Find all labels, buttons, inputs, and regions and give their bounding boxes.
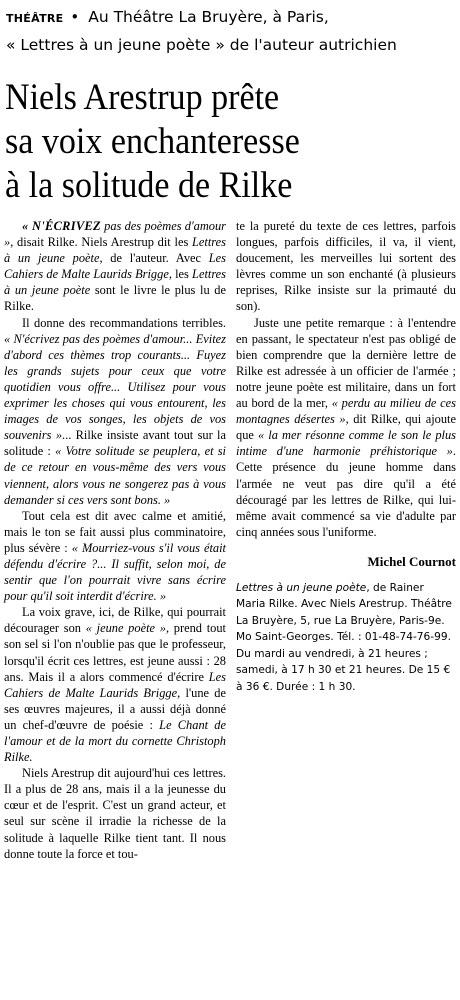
paragraph-3: Tout cela est dit avec calme et amitié, mais le ton se fait aussi plus comminatoire, plus sévère : « Mourriez-vous s'il vous était défendu d'écrire ?... Il suffit, selon moi, de sentir que l'on pourrait vivre sans écrire pour qu'il soit interdit d'écrire. »: [4, 508, 226, 604]
paragraph-2: Il donne des recommandations terribles. « N'écrivez pas des poèmes d'amour... Evitez d'abord ces thèmes trop courants... Fuyez les grands sujets pour ceux que votre quotidien vous offre... Utilisez pour vous exprimer les choses qui vous entourent, les images de vos songes, les objets de vos souvenirs »... Rilke insiste avant tout sur la solitude : « Votre solitude se peuplera, et si de ce retour en vous-même des vers vous viennent, alors vous ne songerez pas à vous demander si ces vers sont bons. »: [4, 315, 226, 507]
kicker-line-1: [6, 4, 456, 32]
show-info-box: [236, 580, 456, 696]
paragraph-4: La voix grave, ici, de Rilke, qui pourrait décourager son « jeune poète », prend tout son sel si l'on n'oublie pas que le professeur, lorsqu'il écrit ces lettres, est jeune aussi : 28 ans. Mais il a alors commencé d'écrire Les Cahiers de Malte Laurids Brigge, l'une de ses œuvres majeures, il a aussi déjà donné un chef-d'œuvre de poésie : Le Chant de l'amour et de la mort du cornette Christoph Rilke.: [4, 605, 227, 765]
show-title: Lettres à un jeune poète: [236, 581, 367, 594]
paragraph-1: « N'ÉCRIVEZ pas des poèmes d'amour », disait Rilke. Niels Arestrup dit les Lettres à un jeune poète, de l'auteur. Avec Les Cahiers de Malte Laurids Brigge, les Lettres à un jeune poète sont le livre le plus lu de Rilke.: [4, 219, 227, 314]
kicker-text-1: Au Théâtre La Bruyère, à Paris,: [88, 8, 329, 26]
paragraph-7: Juste une petite remarque : à l'entendre en passant, le spectateur n'est pas obligé de bien comprendre que la dernière lettre de Rilke est adressée à un officier de l'armée ; notre jeune poète est militaire, dans un fort au bord de la mer, « perdu au milieu de ces montagnes désertes », dit Rilke, qui ajoute que « la mer résonne comme le son le plus intime d'une harmonie préhistorique ». Cette présence du jeune homme dans l'armée ne veut pas dire qu'il a été découragé par les lettres de Rilke, qui lui-même avait commencé sa vie d'adulte par cinq années sous l'uniforme.: [236, 315, 456, 539]
paragraph-6: te la pureté du texte de ces lettres, parfois longues, parfois difficiles, il va, il vient, doucement, les merveilles lui sortent des lèvres comme un son enchanté (à plusieurs reprises, Rilke insiste sur la primauté du son).: [236, 219, 456, 314]
paragraph-5: Niels Arestrup dit aujourd'hui ces lettres. Il a plus de 28 ans, mais il a la jeunesse du cœur et de l'esprit. C'est un grand acteur, et seul sur scène il irradie la richesse de la solitude à laquelle Rilke tient tant. Il nous donne toute la force et tou-: [4, 766, 226, 861]
author-signature: Michel Cournot: [367, 553, 456, 569]
show-details: , de Rainer Maria Rilke. Avec Niels Arestrup. Théâtre La Bruyère, 5, rue La Bruyère, Paris-9e. Mo Saint-Georges. Tél. : 01-48-74-76-99. Du mardi au vendredi, à 21 heures ; samedi, à 17 h 30 et 21 heures. De 15 € à 36 €. Durée : 1 h 30.: [236, 581, 452, 693]
headline: [5, 76, 421, 208]
headline-line-1: Niels Arestrup prête: [5, 77, 280, 118]
article-column-2: [236, 218, 456, 695]
headline-line-3: à la solitude de Rilke: [5, 165, 293, 206]
article-column-1: [4, 218, 226, 862]
kicker: [6, 4, 456, 59]
bullet-icon: •: [70, 8, 80, 26]
rubric-label: THÉÂTRE: [6, 12, 64, 25]
headline-line-2: sa voix enchanteresse: [5, 121, 300, 162]
kicker-line-2: « Lettres à un jeune poète » de l'auteur autrichien: [6, 36, 397, 54]
